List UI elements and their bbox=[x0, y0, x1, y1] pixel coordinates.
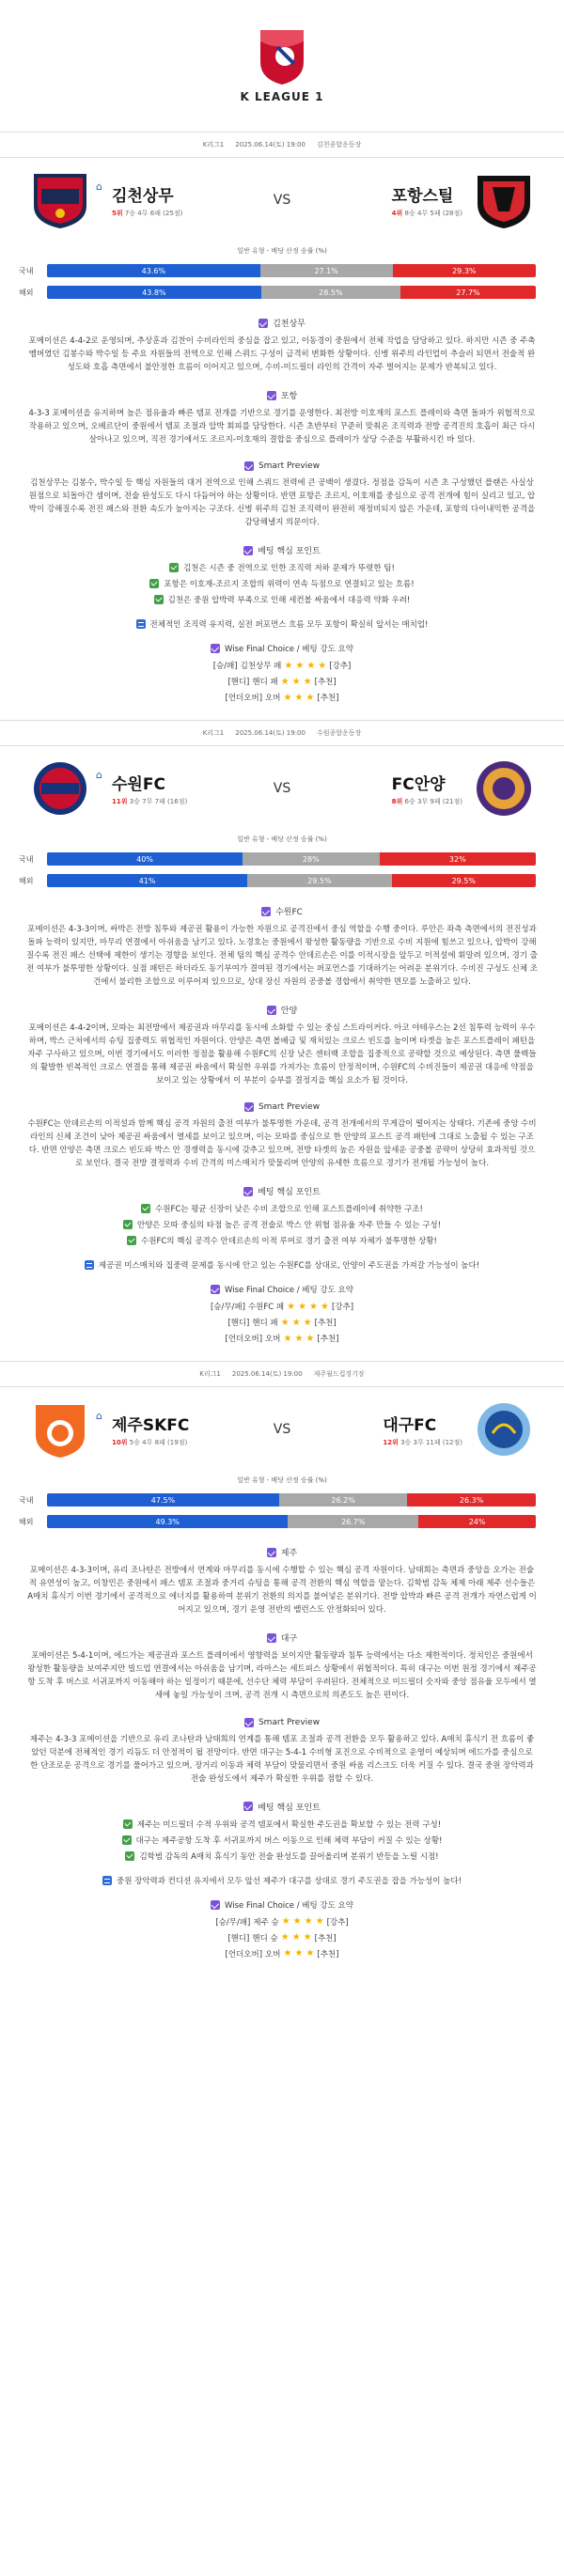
suwon-fc-logo bbox=[28, 757, 92, 820]
home-section-title: 제주 bbox=[0, 1546, 564, 1558]
checkbox-icon bbox=[141, 1204, 150, 1213]
bet-title: 일반 유형 - 배당 산정 승률 (%) bbox=[237, 247, 327, 255]
draw-segment: 26.2% bbox=[279, 1493, 407, 1507]
betting-point: 포항은 이호재-조르지 조합의 위력이 연속 득점으로 연결되고 있는 흐름! bbox=[0, 578, 564, 589]
star-icon: ★ bbox=[283, 692, 292, 703]
betting-point: 제주는 미드필더 수적 우위와 공격 템포에서 확실한 주도권을 확보할 수 있는 전력 구성! bbox=[0, 1819, 564, 1830]
preview-text: 김천상무는 김봉수, 박수일 등 핵심 자원들의 대거 전역으로 인해 스쿼드 전력에 큰 공백이 생겼다. 정점을 감독이 시즌 초 구성했던 플랜은 사실상 원점으로 되돌아간 셈이며, 전술 완성도도 다시 다듬어야 하는 상황이다. 반면 포항은 조르지, 이호재를 중심으로 공격 전개에 힘이 실리고 있고, 압박이 강해질수록 전진 패스와 전환 속도가 높아지는 구조다. 신병 위주의 김천 조직력이 완전히 재정비되지 않은 가운데, 포항의 다이내믹한 공격을 감당해낼지 의문이다. bbox=[28, 478, 536, 528]
star-icon: ★ bbox=[321, 1301, 329, 1312]
bet-type: [승/무/패] bbox=[210, 1303, 245, 1313]
bet-type: [승/무/패] bbox=[215, 1917, 251, 1928]
home-analysis: 포메이션은 4-3-3이며, 유리 조나탄은 전방에서 연계와 마무리를 동시에 수행할 수 있는 핵심 공격 자원이다. 남태희는 측면과 중앙을 오가는 전술적 유연성이 높고, 이창민은 중원에서 패스 템포 조절과 중거리 슈팅을 통해 공격 전환의 핵심 역할을 맡는다. 김학범 감독 체제 아래 제주 선수들은 A매치 휴식기 이번 경기에서 공격적으로 에너지를 활용하여 분위기 전환의 의지를 불어넣은 분위기다. 전방 압박과 빠른 공격 전개가 자연스럽게 이어지고 있으며, 경기 운영 전반의 밸런스도 안정화되어 있다. bbox=[27, 1566, 537, 1616]
home-record: 7승 4무 6패 (25점) bbox=[124, 210, 183, 217]
k-league-logo bbox=[257, 28, 307, 86]
overseas-bar bbox=[47, 286, 536, 299]
star-icon: ★ bbox=[306, 660, 316, 671]
star-icon: ★ bbox=[291, 1317, 301, 1328]
check-icon bbox=[243, 1802, 253, 1811]
final-title: Wise Final Choice / 베팅 강도 요약 bbox=[225, 1286, 353, 1296]
domestic-label: 국내 bbox=[19, 1495, 34, 1505]
star-icon: ★ bbox=[292, 1916, 302, 1928]
overseas-label: 해외 bbox=[19, 876, 34, 885]
preview-text: 제주는 4-3-3 포메이션을 기반으로 유리 조나탄과 남태희의 연계를 통해 템포 조절과 공격 전환을 모두 활용하고 있다. A매치 휴식기 전 흐름이 좋았던 덕분에 전체적인 경기 리듬도 더 안정적이 될 전망이다. 반면 대구는 5-4-1 수비형 포진으로 수비적으로 운영이 예상되며 에드가를 중심으로 한 단조로운 공격으로 경기를 풀어가고 있으며, 장거리 이동과 체력 부담이 맞물리면서 중원 싸움 리스크도 더욱 커질 수 있다. 결국 중원 장악력과 전술 완성도에서 제주가 확실한 우위를 점할 수 있다. bbox=[29, 1734, 535, 1784]
preview-title: Smart Preview bbox=[0, 461, 564, 471]
betting-point: 수원FC는 평균 신장이 낮은 수비 조합으로 인해 포스트플레이에 취약한 구조! bbox=[0, 1203, 564, 1214]
overseas-label: 해외 bbox=[19, 288, 34, 297]
match-summary: 전체적인 조직력 유지력, 실전 퍼포먼스 흐름 모두 포항이 확실히 앞서는 매치업! bbox=[0, 618, 564, 630]
home-record: 5승 4무 8패 (19점) bbox=[129, 1439, 188, 1447]
final-row bbox=[197, 1301, 367, 1312]
home-record: 3승 7무 7패 (16점) bbox=[129, 798, 188, 806]
match-summary: 제공권 미스매치와 집중력 문제를 동시에 안고 있는 수원FC를 상대로, 안양이 주도권을 가져갈 가능성이 높다! bbox=[0, 1259, 564, 1271]
away-analysis: 4-3-3 포메이션을 유지하며 높은 점유율과 빠른 템포 전개를 기반으로 경기를 운영한다. 최전방 이호재의 포스트 플레이와 측면 돌파가 위협적으로 작용하고 있으며, 오베르단이 중원에서 템포 조절과 압박 회피를 담당한다. 시즌 초반부터 꾸준히 맞춰온 조직력과 전방 공격진의 호흡이 최근 다시 살아나고 있으며, 직전 경기에서도 조르지-이호재의 결합을 중심으로 플레이가 상당 수준을 부활하시킨 바 있다. bbox=[28, 409, 536, 445]
checkbox-icon bbox=[123, 1220, 133, 1229]
final-row bbox=[197, 660, 367, 671]
home-team-name: 제주SKFC bbox=[111, 1416, 190, 1436]
overseas-row bbox=[0, 283, 564, 302]
vs-label: VS bbox=[273, 193, 291, 208]
betting-point: 김학범 감독의 A매치 휴식기 동안 전술 완성도를 끌어올리며 분위기 반등을 노릴 시점! bbox=[0, 1850, 564, 1862]
overseas-row bbox=[0, 1512, 564, 1531]
pohang-logo bbox=[472, 168, 536, 232]
teams-row bbox=[0, 746, 564, 831]
draw-segment: 26.7% bbox=[288, 1515, 418, 1528]
check-icon bbox=[267, 391, 276, 400]
final-row bbox=[197, 1317, 367, 1328]
star-icon: ★ bbox=[294, 1948, 304, 1959]
home-icon: ⌂ bbox=[96, 1409, 102, 1422]
bet-type: [언더오버] bbox=[225, 694, 263, 704]
jeju-logo bbox=[28, 1397, 92, 1461]
preview-title: Smart Preview bbox=[0, 1718, 564, 1727]
home-win-segment: 40% bbox=[47, 852, 243, 866]
check-icon bbox=[267, 1548, 276, 1557]
star-icon: ★ bbox=[298, 1301, 307, 1312]
home-win-segment: 43.8% bbox=[47, 286, 261, 299]
overseas-label: 해외 bbox=[19, 1517, 34, 1526]
match-venue: 수원종합운동장 bbox=[316, 729, 362, 738]
home-win-segment: 49.3% bbox=[47, 1515, 288, 1528]
match-league: K리그1 bbox=[202, 141, 225, 148]
star-icon: ★ bbox=[281, 1916, 290, 1928]
bet-title: 일반 유형 - 배당 산정 승률 (%) bbox=[237, 835, 327, 844]
check-icon bbox=[267, 1633, 276, 1643]
home-team-name: 김천상무 bbox=[111, 187, 174, 206]
bet-type: [언더오버] bbox=[225, 1335, 263, 1345]
away-analysis: 포메이션은 4-4-2이며, 모따는 최전방에서 제공권과 마무리를 동시에 소화할 수 있는 중심 스트라이커다. 아코 야테우스는 2선 침투력 능력이 우수하며, 박스 근처에서의 슈팅 집중력도 위협적인 자원이다. 안양은 측면 볼배급 및 재치있는 크로스 빈도를 높이며 타겟을 높은 포스트플레이 패턴을 자주 구사하고 있으며, 이번 경기에서도 이러한 정점을 활용해 수원FC의 신장 낮은 센터백 조합을 집중적으로 공략할 것으로 예상된다. 측면 풀백들의 활발한 빈복적인 크로스 연결을 통해 제공권 싸움에서 확실한 우위를 가져가는 흐름이 안정적이며, 수원FC의 수비진들이 제공권 대응에 약점을 보이고 있는 상황에서 이 부분이 승부를 결정지을 핵심 요소가 될 것이다. bbox=[27, 1023, 537, 1086]
check-icon bbox=[211, 644, 220, 653]
star-icon: ★ bbox=[309, 1301, 319, 1312]
domestic-bar bbox=[47, 1493, 536, 1507]
final-row bbox=[197, 1333, 367, 1344]
bet-strength: [추천] bbox=[314, 1319, 337, 1329]
checkbox-icon bbox=[125, 1851, 134, 1861]
match-league: K리그1 bbox=[199, 1370, 221, 1379]
bet-strength: [강추] bbox=[326, 1917, 349, 1928]
home-team-name: 수원FC bbox=[111, 775, 165, 795]
gimcheon-logo bbox=[28, 168, 92, 232]
away-win-segment: 24% bbox=[418, 1515, 536, 1528]
bet-strength: [추천] bbox=[314, 678, 337, 688]
match-league: K리그1 bbox=[202, 729, 225, 738]
bet-strength: [추천] bbox=[317, 694, 339, 704]
check-icon bbox=[244, 1718, 254, 1727]
home-win-segment: 43.6% bbox=[47, 264, 260, 277]
bet-pick: 오버 bbox=[265, 1335, 281, 1345]
bet-strength: [추천] bbox=[317, 1335, 339, 1345]
league-header bbox=[0, 0, 564, 132]
away-record: 8승 4무 5패 (28점) bbox=[404, 210, 462, 217]
match-card bbox=[0, 720, 564, 1344]
domestic-row bbox=[0, 850, 564, 868]
final-title: Wise Final Choice / 베팅 강도 요약 bbox=[225, 645, 353, 655]
checkbox-icon bbox=[149, 579, 159, 588]
away-analysis: 포메이션은 5-4-1이며, 에드가는 제공권과 포스트 플레이에서 영향력을 보이지만 활동량과 침투 능력에서는 다소 제한적이다. 정치인은 중원에서 왕성한 활동량을 보여주지만 빌드업 연결에서는 아쉬움을 남기며, 라마스는 세트피스 상황에서 위협적이다. 특히 대구는 이번 원정 경기에서 제주공항 도착 후 버스로 서귀포까지 이동해야 하는 일정이기 때문에, 선수단 체력 부담이 우려된다. 전체적으로 미드필더 숫자와 중앙 점유율 모두에서 열세에 놓일 가능성이 크며, 공격 전개 시 측면으로의 의존도도 높은 편이다. bbox=[27, 1651, 537, 1701]
domestic-row bbox=[0, 1491, 564, 1509]
bet-title: 일반 유형 - 배당 산정 승률 (%) bbox=[237, 1476, 327, 1485]
match-venue: 김천종합운동장 bbox=[316, 141, 362, 148]
star-icon: ★ bbox=[303, 676, 312, 687]
daegu-logo bbox=[472, 1397, 536, 1461]
star-icon: ★ bbox=[295, 660, 305, 671]
check-icon bbox=[258, 319, 268, 328]
home-section-title: 김천상무 bbox=[0, 317, 564, 329]
star-icon: ★ bbox=[315, 1916, 324, 1928]
vs-label: VS bbox=[273, 1422, 291, 1438]
points-title: 베팅 핵심 포인트 bbox=[0, 544, 564, 556]
home-icon: ⌂ bbox=[96, 180, 102, 193]
final-row bbox=[197, 676, 367, 687]
star-icon: ★ bbox=[306, 1333, 315, 1344]
match-info bbox=[0, 720, 564, 746]
bet-type: [언더오버] bbox=[225, 1949, 263, 1959]
bet-type: [핸디] bbox=[227, 1319, 250, 1329]
bet-strength: [강추] bbox=[329, 662, 352, 672]
star-icon: ★ bbox=[280, 1932, 290, 1944]
draw-segment: 28.5% bbox=[261, 286, 400, 299]
checkbox-icon bbox=[127, 1236, 136, 1245]
star-icon: ★ bbox=[284, 660, 293, 671]
bet-strength: [강추] bbox=[331, 1303, 354, 1313]
draw-segment: 27.1% bbox=[260, 264, 393, 277]
away-section-title: 포항 bbox=[0, 389, 564, 401]
final-choice bbox=[197, 1899, 367, 1959]
away-win-segment: 32% bbox=[380, 852, 536, 866]
bet-pick: 핸디 패 bbox=[252, 1319, 278, 1329]
final-choice bbox=[197, 1284, 367, 1344]
away-section-title: 안양 bbox=[0, 1004, 564, 1016]
domestic-label: 국내 bbox=[19, 266, 34, 275]
home-analysis: 포메이션은 4-3-3이며, 싸박은 전방 침투와 제공권 활용이 가능한 자원으로 공격진에서 중심 역할을 수행 중이다. 루안은 좌측 측면에서의 전진성과 돌파 능력이 있지만, 마무리 연결에서 아쉬움을 남기고 있다. 노경호는 중원에서 왕성한 활동량을 기반으로 수비 지원에 힘쓰고 있으나, 압박이 강해질수록 전진 패스 선택에 제한이 생기는 경향을 보인다. 전체 팀의 핵심 공격수 안데르손은 이를 이적시장을 앞두고 이적설에 휘말려 있으며, 경기 출전 여부가 불투명한 상황이다. 실점 패턴은 하더라도 동기부여가 결여된 경기에서는 퍼포먼스를 기대하기는 어려운 분위기다. 수비진 구성도 신체 조건에서 불리한 조합으로 이루어져 있으므로, 상대 장신 자원의 공중볼 경합에서 취약한 면모를 노출하고 있다. bbox=[26, 925, 539, 988]
checkbox-icon bbox=[123, 1819, 133, 1829]
home-win-segment: 47.5% bbox=[47, 1493, 279, 1507]
match-card bbox=[0, 132, 564, 703]
bet-strength: [추천] bbox=[317, 1949, 339, 1959]
anyang-logo bbox=[472, 757, 536, 820]
bet-pick: 김천상무 패 bbox=[240, 662, 282, 672]
check-icon bbox=[261, 907, 271, 916]
home-win-segment: 41% bbox=[47, 874, 247, 887]
star-icon: ★ bbox=[304, 1916, 313, 1928]
check-icon bbox=[243, 546, 253, 555]
bet-pick: 오버 bbox=[265, 694, 281, 704]
check-icon bbox=[267, 1006, 276, 1015]
match-datetime: 2025.06.14(토) 19:00 bbox=[235, 141, 306, 148]
away-win-segment: 29.5% bbox=[392, 874, 536, 887]
vs-label: VS bbox=[273, 781, 291, 797]
home-rank: 10위 bbox=[111, 1439, 128, 1447]
domestic-row bbox=[0, 261, 564, 280]
check-icon bbox=[244, 1102, 254, 1112]
betting-point: 수원FC의 핵심 공격수 안데르손의 이적 루머로 경기 출전 여부 자체가 불투명한 상황! bbox=[0, 1235, 564, 1246]
bet-type: [핸디] bbox=[227, 678, 250, 688]
match-venue: 제주월드컵경기장 bbox=[313, 1370, 365, 1379]
star-icon: ★ bbox=[291, 1932, 301, 1944]
betting-point: 김천은 시즌 중 전역으로 인한 조직력 저하 문제가 뚜렷한 팀! bbox=[0, 562, 564, 573]
away-record: 6승 3무 9패 (21점) bbox=[404, 798, 462, 806]
star-icon: ★ bbox=[306, 1948, 315, 1959]
bet-pick: 핸디 패 bbox=[252, 678, 278, 688]
star-icon: ★ bbox=[294, 1333, 304, 1344]
final-row bbox=[197, 1932, 367, 1944]
domestic-bar bbox=[47, 264, 536, 277]
final-choice bbox=[197, 643, 367, 703]
away-team-name: FC안양 bbox=[391, 775, 446, 795]
betting-point: 대구는 제주공항 도착 후 서귀포까지 버스 이동으로 인해 체력 부담이 커질 수 있는 상황! bbox=[0, 1834, 564, 1846]
star-icon: ★ bbox=[291, 676, 301, 687]
betting-point: 김천은 중원 압박력 부족으로 인해 세컨볼 싸움에서 대응력 약화 우려! bbox=[0, 594, 564, 605]
bet-pick: 오버 bbox=[265, 1949, 281, 1959]
away-rank: 8위 bbox=[391, 798, 403, 806]
home-icon: ⌂ bbox=[96, 768, 102, 781]
points-title: 베팅 핵심 포인트 bbox=[0, 1801, 564, 1813]
star-icon: ★ bbox=[303, 1932, 312, 1944]
away-win-segment: 26.3% bbox=[407, 1493, 536, 1507]
bet-pick: 수원FC 패 bbox=[247, 1303, 285, 1313]
away-rank: 12위 bbox=[383, 1439, 399, 1447]
draw-segment: 28% bbox=[243, 852, 380, 866]
final-row bbox=[197, 692, 367, 703]
away-win-segment: 27.7% bbox=[400, 286, 536, 299]
star-icon: ★ bbox=[303, 1317, 312, 1328]
bet-pick: 제주 승 bbox=[253, 1917, 279, 1928]
equals-icon bbox=[102, 1876, 112, 1885]
overseas-bar bbox=[47, 1515, 536, 1528]
away-team-name: 포항스틸 bbox=[391, 187, 454, 206]
league-title: K LEAGUE 1 bbox=[240, 90, 324, 103]
final-row bbox=[197, 1916, 367, 1928]
teams-row bbox=[0, 158, 564, 242]
match-summary: 중원 장악력과 컨디션 유지에서 모두 앞선 제주가 대구를 상대로 경기 주도권을 잡을 가능성이 높다! bbox=[0, 1875, 564, 1886]
checkbox-icon bbox=[122, 1835, 132, 1845]
match-info bbox=[0, 132, 564, 158]
away-team-name: 대구FC bbox=[383, 1416, 437, 1436]
away-rank: 4위 bbox=[391, 210, 403, 217]
overseas-bar bbox=[47, 874, 536, 887]
home-rank: 5위 bbox=[111, 210, 123, 217]
star-icon: ★ bbox=[280, 1317, 290, 1328]
home-analysis: 포메이션은 4-4-2로 운영되며, 추상훈과 김찬이 수비라인의 중심을 잡고 있고, 이동경이 중원에서 전체 작업을 담당하고 있다. 하지만 시즌 중 주축 멤버였던 김봉수와 박수일 등 주요 자원들의 전역으로 인해 스쿼드 구성이 급격히 변화한 상황이다. 신병 위주의 라인업이 추슬러 되면서 전술적 완성도와 호흡 측면에서 불안정한 흐름이 이어지고 있으며, 수비-미드필더 라인의 간격이 자주 벌어지는 문제가 반복되고 있다. bbox=[28, 336, 536, 373]
overseas-row bbox=[0, 871, 564, 890]
check-icon bbox=[211, 1285, 220, 1294]
away-win-segment: 29.3% bbox=[393, 264, 536, 277]
star-icon: ★ bbox=[306, 692, 315, 703]
match-card bbox=[0, 1361, 564, 1959]
preview-text: 수원FC는 안데르손의 이적설과 함께 핵심 공격 자원의 출전 여부가 불투명한 가운데, 공격 전개에서의 무게감이 떨어지는 상태다. 기존에 중앙 수비 라인의 신체 조건이 낮아 제공권 싸움에서 열세를 보이고 있으며, 이는 모따를 중심으로 한 안양의 포스트 공격 패턴에 그대로 노출될 수 있는 구조다. 반면 안양은 측면 크로스 빈도와 박스 안 경쟁력을 동시에 갖추고 있으며, 전방 타겟의 높은 자원을 앞세운 공중볼 공략이 상당히 효과적일 것으로 보인다. 결국 전방 결정력과 수비 간격의 미스매치가 맞물리며 안양의 유세한 흐름으로 경기가 전개될 가능성이 높다. bbox=[27, 1119, 537, 1169]
star-icon: ★ bbox=[283, 1948, 292, 1959]
home-section-title: 수원FC bbox=[0, 905, 564, 917]
betting-point: 안양은 모따 중심의 타점 높은 공격 전술로 박스 안 위협 점유율 자주 만들 수 있는 구성! bbox=[0, 1219, 564, 1230]
away-section-title: 대구 bbox=[0, 1631, 564, 1644]
checkbox-icon bbox=[169, 563, 179, 572]
star-icon: ★ bbox=[294, 692, 304, 703]
equals-icon bbox=[85, 1260, 94, 1270]
bet-strength: [추천] bbox=[314, 1933, 337, 1944]
teams-row bbox=[0, 1387, 564, 1472]
check-icon bbox=[211, 1900, 220, 1910]
equals-icon bbox=[136, 619, 146, 629]
home-rank: 11위 bbox=[111, 798, 128, 806]
check-icon bbox=[243, 1187, 253, 1196]
match-datetime: 2025.06.14(토) 19:00 bbox=[235, 729, 306, 738]
away-record: 3승 3무 11패 (12점) bbox=[400, 1439, 462, 1447]
star-icon: ★ bbox=[280, 676, 290, 687]
checkbox-icon bbox=[154, 595, 164, 604]
star-icon: ★ bbox=[287, 1301, 296, 1312]
match-info bbox=[0, 1361, 564, 1387]
domestic-bar bbox=[47, 852, 536, 866]
final-title: Wise Final Choice / 베팅 강도 요약 bbox=[225, 1900, 353, 1911]
final-row bbox=[197, 1948, 367, 1959]
star-icon: ★ bbox=[318, 660, 327, 671]
bet-type: [핸디] bbox=[227, 1933, 250, 1944]
preview-title: Smart Preview bbox=[0, 1102, 564, 1112]
check-icon bbox=[244, 461, 254, 471]
domestic-label: 국내 bbox=[19, 854, 34, 864]
match-datetime: 2025.06.14(토) 19:00 bbox=[231, 1370, 303, 1379]
bet-pick: 핸디 승 bbox=[252, 1933, 278, 1944]
star-icon: ★ bbox=[283, 1333, 292, 1344]
points-title: 베팅 핵심 포인트 bbox=[0, 1185, 564, 1197]
draw-segment: 29.5% bbox=[247, 874, 391, 887]
bet-type: [승/패] bbox=[212, 662, 238, 672]
